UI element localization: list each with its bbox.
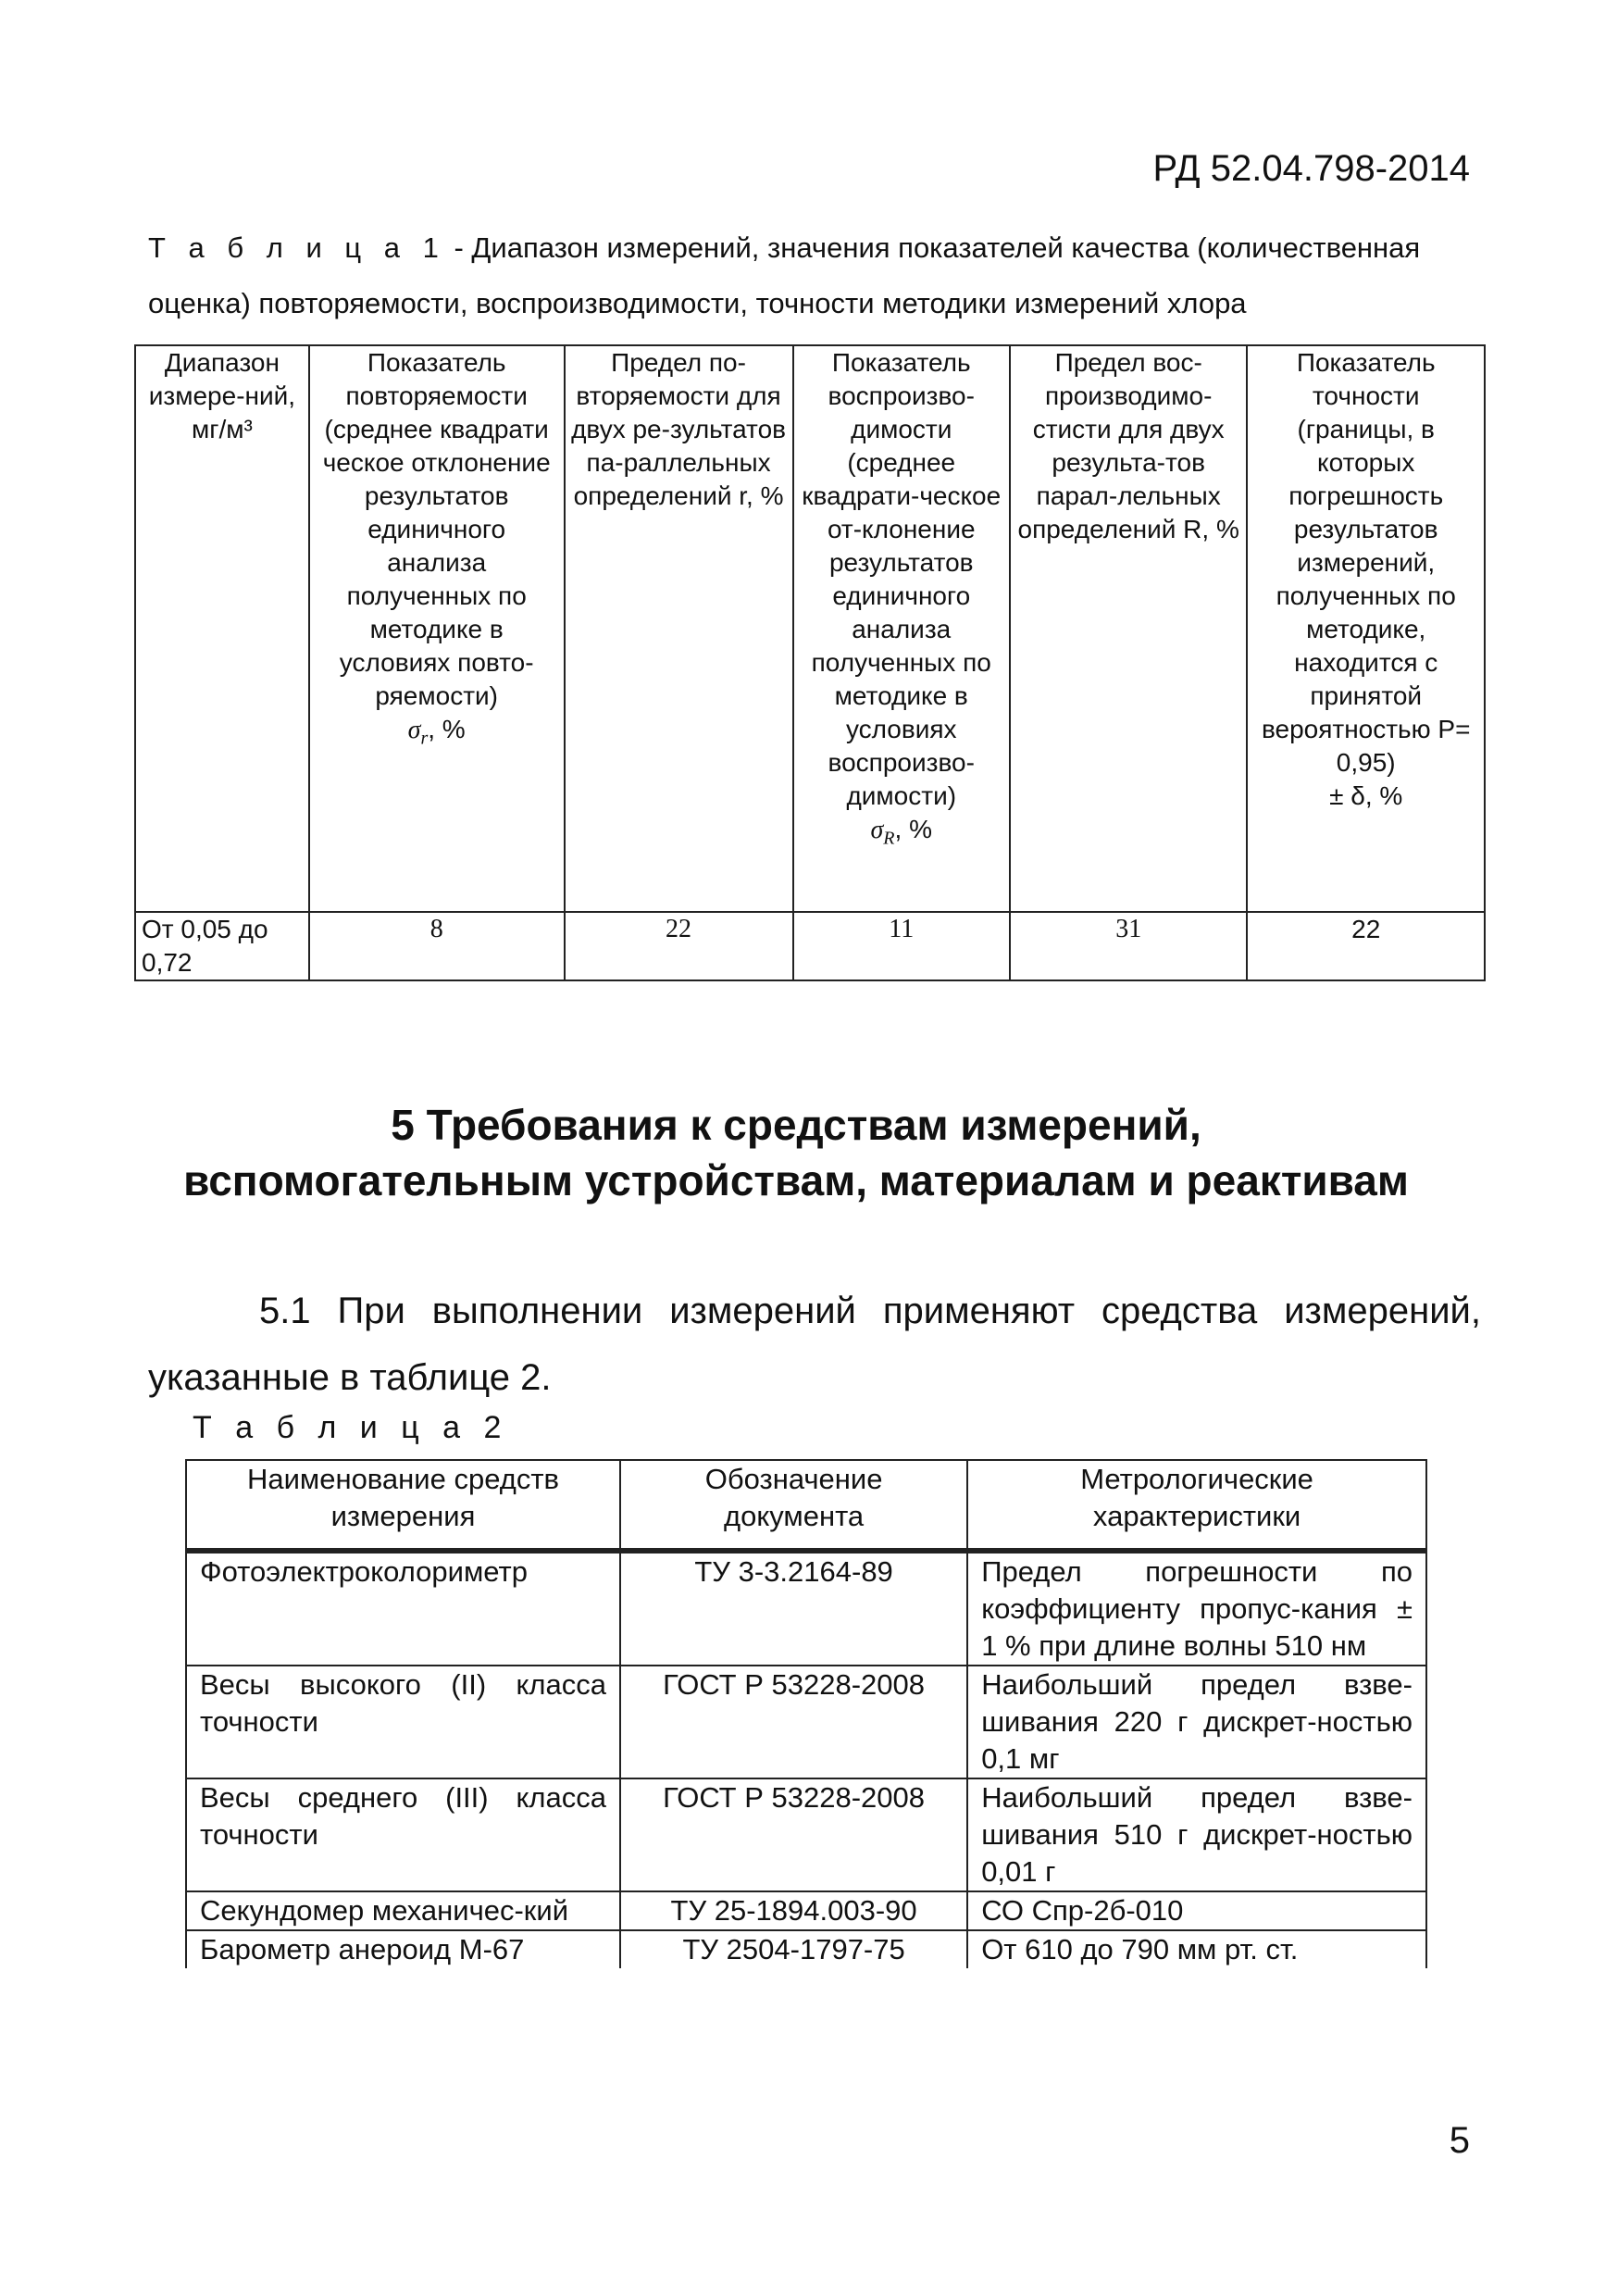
- table1-caption-lead: Т а б л и ц а 1: [148, 231, 446, 264]
- table-row: [186, 1930, 1426, 1968]
- delta-symbol: ± δ, %: [1329, 781, 1403, 810]
- table2-cell: От 610 до 790 мм рт. ст.: [967, 1930, 1426, 1968]
- table2-cell: ГОСТ Р 53228-2008: [620, 1778, 967, 1891]
- table2-cell: ТУ 3-3.2164-89: [620, 1551, 967, 1666]
- table1-header-cell: Показатель повторяемости (среднее квадрати ческое отклонение результатов единичного анализа полученных по методике в условиях повто-ряемости) $\sigma_r$, %: [309, 345, 565, 912]
- table-row: [186, 1891, 1426, 1930]
- table2-cell: Весы высокого (II) класса точности: [186, 1666, 620, 1778]
- document-code: РД 52.04.798-2014: [1152, 148, 1470, 189]
- table1-cell: 22: [565, 912, 793, 980]
- page-number: 5: [1449, 2120, 1470, 2161]
- sigma-R-symbol: $\sigma_R$: [870, 816, 895, 849]
- table2-cell: Наибольший предел взве-шивания 220 г дискрет-ностью 0,1 мг: [967, 1666, 1426, 1778]
- table1-header-cell: Предел вос-производимо-стисти для двух результа-тов парал-лельных определений R, %: [1010, 345, 1247, 912]
- table2-cell: Предел погрешности по коэффициенту пропус-кания ± 1 % при длине волны 510 нм: [967, 1551, 1426, 1666]
- table2-cell: Барометр анероид М-67: [186, 1930, 620, 1968]
- table2-cell: Фотоэлектроколориметр: [186, 1551, 620, 1666]
- table-row: [135, 912, 1485, 980]
- section-title-line: вспомогательным устройствам, материалам и реактивам: [183, 1156, 1409, 1204]
- table-row: [186, 1778, 1426, 1891]
- paragraph: [148, 1278, 1481, 1411]
- table2-cell: ТУ 2504-1797-75: [620, 1930, 967, 1968]
- table1-header-cell: Предел по-вторяемости для двух ре-зультатов па-раллельных определений r, %: [565, 345, 793, 912]
- table1: [134, 344, 1486, 981]
- table2-cell: СО Спр-2б-010: [967, 1891, 1426, 1930]
- table1-caption-text: - Диапазон измерений, значения показателей качества (количественная оценка) повторяемости, воспроизводимости, точности методики измерений хлора: [148, 231, 1421, 319]
- table2-caption: Т а б л и ц а 2: [193, 1410, 509, 1445]
- table2-cell: Весы среднего (III) класса точности: [186, 1778, 620, 1891]
- table1-header-cell: Показатель точности (границы, в которых погрешность результатов измерений, полученных по методике, находится с принятой вероятностью P= 0,95) ± δ, %: [1247, 345, 1485, 912]
- table1-cell: 11: [793, 912, 1010, 980]
- table-row: [186, 1551, 1426, 1666]
- table1-cell: От 0,05 до 0,72: [135, 912, 309, 980]
- table1-cell: 8: [309, 912, 565, 980]
- table1-header-cell: Диапазон измере-ний, мг/м³: [135, 345, 309, 912]
- table2-cell: Наибольший предел взве-шивания 510 г дискрет-ностью 0,01 г: [967, 1778, 1426, 1891]
- table2-cell: Секундомер механичес-кий: [186, 1891, 620, 1930]
- table2-cell: ГОСТ Р 53228-2008: [620, 1666, 967, 1778]
- table2-header-row: [186, 1460, 1426, 1551]
- table2-cell: ТУ 25-1894.003-90: [620, 1891, 967, 1930]
- table-row: [186, 1666, 1426, 1778]
- table2-header-cell: Наименование средств измерения: [186, 1460, 620, 1551]
- table1-cell: 31: [1010, 912, 1247, 980]
- table1-header-cell: Показатель воспроизво-димости (среднее квадрати-ческое от-клонение результатов единичного анализа полученных по методике в условиях воспроизво-димости) $\sigma_R$, %: [793, 345, 1010, 912]
- section-title-line: 5 Требования к средствам измерений,: [391, 1101, 1201, 1149]
- sigma-r-symbol: $\sigma_r$: [407, 716, 429, 749]
- table1-caption: [148, 220, 1490, 331]
- table2-header-cell: Обозначение документа: [620, 1460, 967, 1551]
- table2: [185, 1459, 1427, 1968]
- section-title: [148, 1097, 1444, 1208]
- table2-header-cell: Метрологические характеристики: [967, 1460, 1426, 1551]
- table1-cell: 22: [1247, 912, 1485, 980]
- table1-header-row: [135, 345, 1485, 912]
- paragraph-text: 5.1 При выполнении измерений применяют средства измерений, указанные в таблице 2.: [148, 1291, 1481, 1398]
